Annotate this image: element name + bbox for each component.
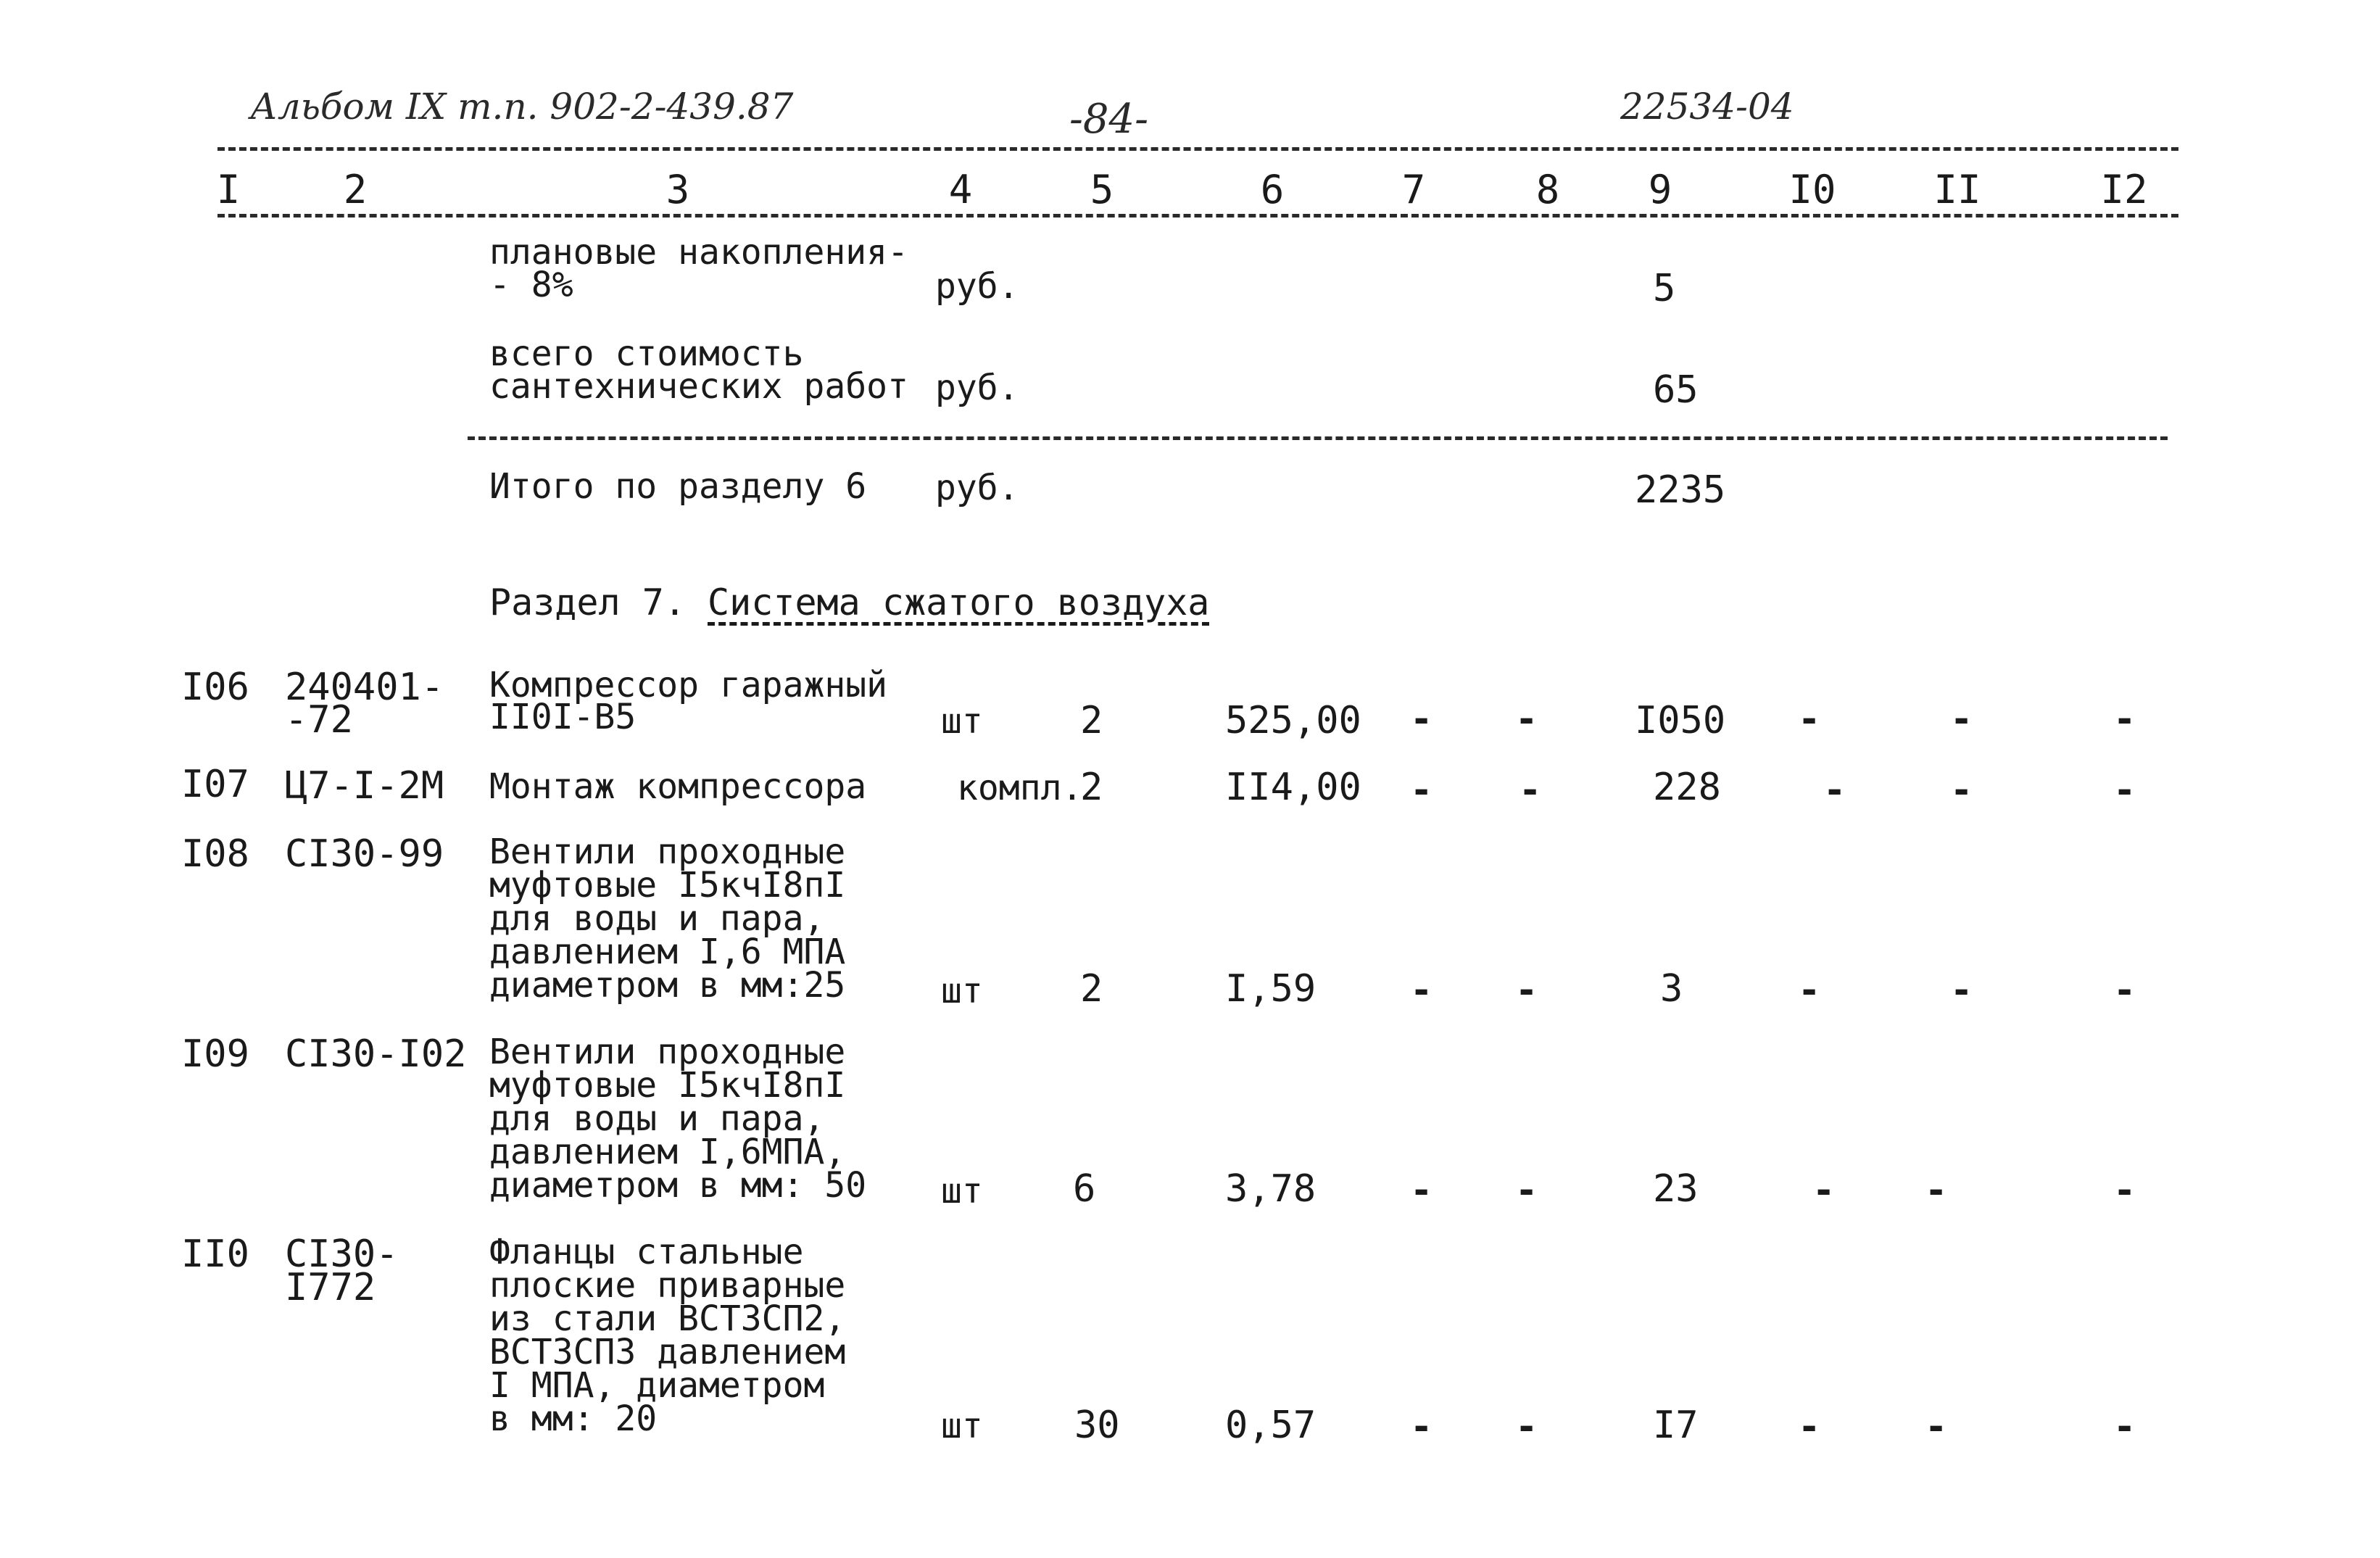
row-description-line: в мм: 20 [489, 1399, 658, 1439]
row-col11: - [1950, 697, 1973, 741]
row-price: I,59 [1225, 967, 1317, 1011]
row-code-line: Ц7-I-2М [285, 764, 444, 808]
row-quantity: 6 [1073, 1167, 1096, 1211]
row-description-line: - 8% [489, 265, 573, 305]
row-number: I09 [181, 1032, 249, 1076]
row-total: 5 [1653, 267, 1676, 310]
column-number: I [216, 167, 241, 212]
row-description-line: плановые накопления- [489, 232, 908, 273]
row-unit: руб. [935, 368, 1019, 408]
section-heading [489, 581, 1210, 623]
column-number: 6 [1260, 167, 1285, 212]
row-total: 228 [1653, 766, 1721, 809]
row-col8: - [1515, 969, 1538, 1012]
row-col10: - [1798, 969, 1821, 1012]
row-col7: - [1410, 969, 1433, 1012]
row-description-line: I МПА, диаметром [489, 1365, 825, 1406]
column-number: 2 [343, 167, 368, 212]
column-number: 7 [1401, 167, 1426, 212]
row-description-line: Компрессор гаражный [489, 665, 888, 705]
row-col7: - [1410, 697, 1433, 741]
page-number: -84- [1069, 96, 1149, 143]
section-total-label: Итого по разделу 6 [489, 466, 867, 507]
row-description-line: муфтовые I5кчI8пI [489, 1065, 846, 1106]
row-description-line: II0I-В5 [489, 697, 637, 737]
header-rule-bottom [217, 214, 2178, 217]
row-description-line: диаметром в мм: 50 [489, 1165, 867, 1206]
section-heading-prefix: Раздел 7. [489, 581, 686, 623]
row-col11: - [1950, 969, 1973, 1012]
column-number: 4 [948, 167, 973, 212]
row-col10: - [1823, 768, 1846, 812]
row-description-line: всего стоимость [489, 333, 804, 374]
row-price: 525,00 [1225, 699, 1361, 742]
row-quantity: 2 [1080, 699, 1103, 742]
row-number: I08 [181, 832, 249, 876]
header-rule-top [217, 147, 2178, 151]
row-col12: - [2113, 768, 2136, 812]
row-unit: шт [941, 971, 983, 1011]
row-description-line: сантехнических работ [489, 366, 908, 407]
subtotal-rule [468, 436, 2168, 440]
row-quantity: 2 [1080, 967, 1103, 1011]
row-col8: - [1515, 1169, 1538, 1212]
row-quantity: 30 [1074, 1404, 1120, 1447]
row-quantity: 2 [1080, 766, 1103, 809]
column-number: I2 [2100, 167, 2148, 212]
row-description-line: плоские приварные [489, 1265, 846, 1306]
row-total: I7 [1653, 1404, 1699, 1447]
album-reference: Альбом IX т.п. 902-2-439.87 [250, 86, 794, 128]
row-total: 3 [1660, 967, 1683, 1011]
row-description-line: Монтаж компрессора [489, 766, 867, 807]
row-col10: - [1812, 1169, 1836, 1212]
row-col11: - [1925, 1169, 1948, 1212]
row-col10: - [1798, 1405, 1821, 1449]
row-col7: - [1410, 1405, 1433, 1449]
column-number: II [1933, 167, 1981, 212]
row-col10: - [1798, 697, 1821, 741]
row-total: 65 [1653, 368, 1699, 412]
row-col7: - [1410, 1169, 1433, 1212]
row-unit: компл. [957, 768, 1083, 808]
row-code-line: СI30- [285, 1232, 399, 1276]
row-description-line: давлением I,6МПА, [489, 1132, 846, 1172]
row-description-line: Вентили проходные [489, 832, 846, 872]
row-price: 3,78 [1225, 1167, 1317, 1211]
column-number: I0 [1788, 167, 1836, 212]
row-number: II0 [181, 1232, 249, 1276]
row-description-line: из стали ВСТ3СП2, [489, 1298, 846, 1339]
row-code-line: СI30-I02 [285, 1032, 467, 1076]
row-col7: - [1410, 768, 1433, 812]
row-col12: - [2113, 969, 2136, 1012]
row-total: I050 [1635, 699, 1726, 742]
row-number: I07 [181, 763, 249, 806]
row-col11: - [1925, 1405, 1948, 1449]
column-number: 3 [666, 167, 690, 212]
row-description-line: Вентили проходные [489, 1032, 846, 1072]
row-col8: - [1515, 1405, 1538, 1449]
row-col12: - [2113, 1405, 2136, 1449]
column-number: 5 [1090, 167, 1114, 212]
column-number: 9 [1648, 167, 1672, 212]
row-description-line: Фланцы стальные [489, 1232, 804, 1272]
row-number: I06 [181, 666, 249, 709]
section-heading-title: Система сжатого воздуха [708, 581, 1210, 623]
document-code: 22534-04 [1620, 86, 1794, 128]
row-code-line: -72 [285, 698, 353, 742]
row-description-line: муфтовые I5кчI8пI [489, 865, 846, 906]
row-unit: руб. [935, 266, 1019, 307]
row-col12: - [2113, 697, 2136, 741]
row-unit: шт [941, 1406, 983, 1446]
section-total-value: 2235 [1635, 468, 1726, 512]
row-unit: шт [941, 1171, 983, 1211]
row-code-line: 240401- [285, 666, 444, 709]
row-code-line: I772 [285, 1266, 376, 1309]
row-unit: шт [941, 701, 983, 742]
row-description-line: для воды и пара, [489, 898, 825, 939]
row-description-line: давлением I,6 МПА [489, 932, 846, 972]
row-description-line: ВСТ3СП3 давлением [489, 1332, 846, 1372]
row-total: 23 [1653, 1167, 1699, 1211]
row-col8: - [1519, 768, 1542, 812]
row-col11: - [1950, 768, 1973, 812]
row-description-line: для воды и пара, [489, 1098, 825, 1139]
row-description-line: диаметром в мм:25 [489, 965, 846, 1006]
column-number: 8 [1535, 167, 1560, 212]
row-price: 0,57 [1225, 1404, 1317, 1447]
row-code-line: СI30-99 [285, 832, 444, 876]
row-col8: - [1515, 697, 1538, 741]
row-price: II4,00 [1225, 766, 1361, 809]
row-unit: руб. [935, 468, 1019, 508]
row-col12: - [2113, 1169, 2136, 1212]
